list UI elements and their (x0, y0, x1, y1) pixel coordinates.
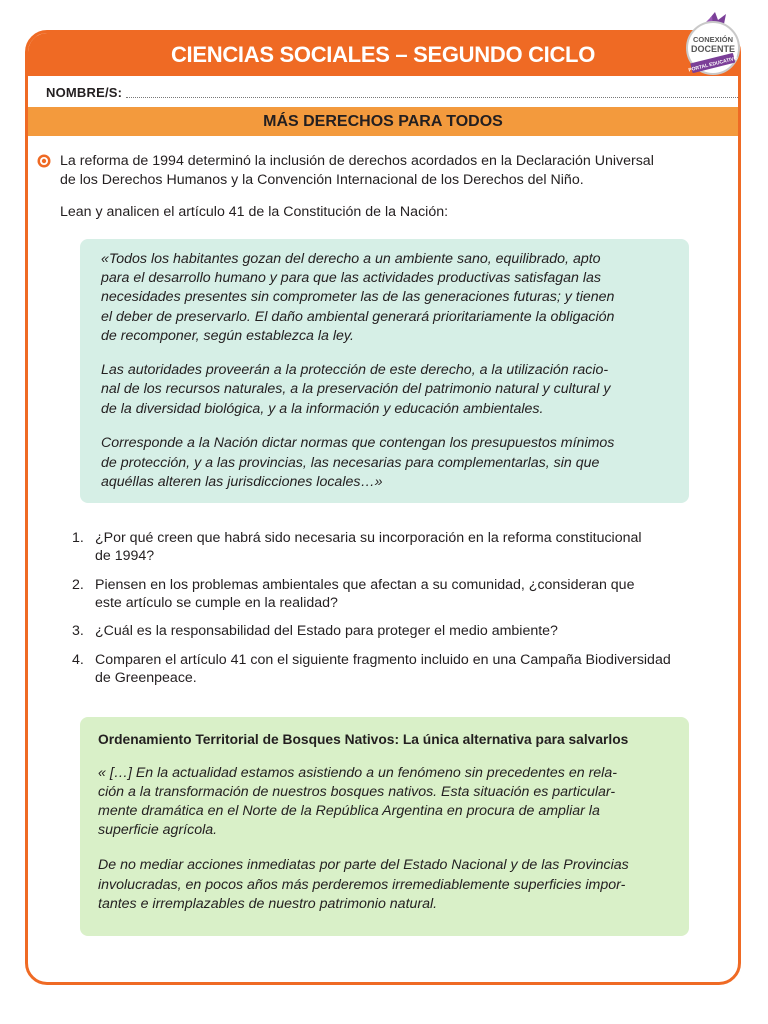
question-text: ¿Cuál es la responsabilidad del Estado para proteger el medio ambiente? (95, 623, 558, 639)
quote-line: para el desarrollo humano y para que las actividades productivas satisfagan las (101, 270, 602, 286)
quote-line: nal de los recursos naturales, a la preservación del patrimonio natural y cultural y (101, 381, 611, 397)
question-number: 3. (72, 623, 84, 639)
quote-line: aquéllas alteren las jurisdicciones locales…» (101, 474, 383, 490)
greenpeace-line: superficie agrícola. (98, 822, 218, 838)
logo-text-line1: CONEXIÓN (692, 35, 734, 44)
bullet-icon (37, 154, 51, 168)
name-field[interactable] (126, 97, 740, 98)
name-row (46, 83, 722, 103)
quote-line: Las autoridades proveerán a la protección de este derecho, a la utilización racio- (101, 362, 609, 378)
greenpeace-line: De no mediar acciones inmediatas por parte del Estado Nacional y de las Provincias (98, 857, 629, 873)
intro-line-1: La reforma de 1994 determinó la inclusión de derechos acordados en la Declaración Universal (60, 153, 654, 169)
quote-line: el deber de preservarlo. El daño ambiental generará prioritariamente la obligación (101, 309, 615, 325)
name-label: NOMBRE/S: (46, 85, 123, 100)
section-title: MÁS DERECHOS PARA TODOS (263, 113, 503, 130)
greenpeace-line: tantes e irremplazables de nuestro patrimonio natural. (98, 896, 438, 912)
greenpeace-line: ción a la transformación de nuestros bosques nativos. Esta situación es particular- (98, 784, 616, 800)
page-title: CIENCIAS SOCIALES – SEGUNDO CICLO (170, 42, 596, 67)
question-number: 4. (72, 652, 84, 668)
intro-instruction: Lean y analicen el artículo 41 de la Constitución de la Nación: (60, 204, 449, 220)
question-text: ¿Por qué creen que habrá sido necesaria su incorporación en la reforma constitucional de 1994? (95, 530, 642, 564)
question-number: 1. (72, 530, 84, 546)
logo-ribbon-text: PORTAL EDUCATIVO (687, 55, 739, 74)
quote-line: de la diversidad biológica, y a la información y educación ambientales. (101, 401, 544, 417)
greenpeace-line: mente dramática en el Norte de la República Argentina en procura de ampliar la (98, 803, 600, 819)
question-text: Piensen en los problemas ambientales que afectan a su comunidad, ¿consideran que este artículo se cumple en la realidad? (95, 577, 635, 611)
quote-line: necesidades presentes sin comprometer las de las generaciones futuras; y tienen (101, 289, 615, 305)
greenpeace-line: involucradas, en pocos años más perderemos irremediablemente superficies impor- (98, 877, 626, 893)
greenpeace-line: « […] En la actualidad estamos asistiendo a un fenómeno sin precedentes en rela- (98, 765, 617, 781)
intro-line-2: de los Derechos Humanos y la Convención Internacional de los Derechos del Niño. (60, 172, 584, 188)
quote-line: de protección, y a las provincias, las necesarias para complementarlas, sin que (101, 455, 600, 471)
conexion-docente-logo (682, 12, 744, 80)
quote-line: Corresponde a la Nación dictar normas que contengan los presupuestos mínimos (101, 435, 615, 451)
quote-line: de recomponer, según establezca la ley. (101, 328, 354, 344)
question-number: 2. (72, 577, 84, 593)
quote-line: «Todos los habitantes gozan del derecho a un ambiente sano, equilibrado, apto (101, 251, 601, 267)
logo-text-line2: DOCENTE (690, 44, 736, 54)
question-text: Comparen el artículo 41 con el siguiente fragmento incluido en una Campaña Biodiversidad de Greenpeace. (95, 652, 671, 686)
greenpeace-heading: Ordenamiento Territorial de Bosques Nativos: La única alternativa para salvarlos (98, 732, 629, 747)
